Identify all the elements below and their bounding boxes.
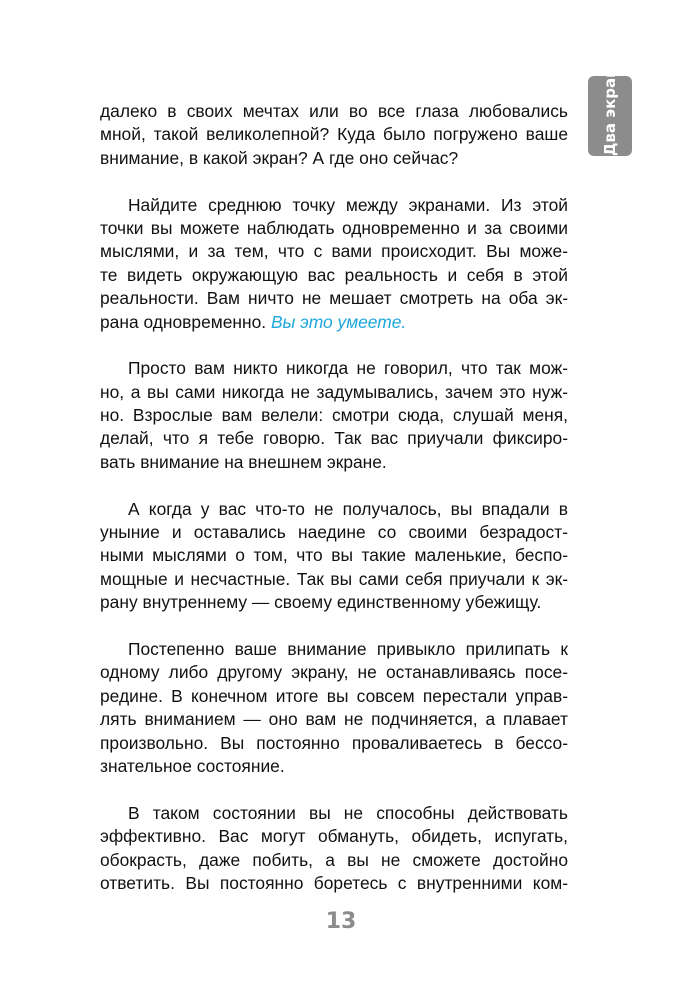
text-line: далеко в своих мечтах или во все глаза любовались <box>100 101 568 121</box>
text-line: уныние и оставались наедине со своими безрадост- <box>100 522 568 543</box>
text-line: вать внимание на внешнем экране. <box>100 451 387 472</box>
text-line: одному либо другому экрану, не останавливаясь посе- <box>100 662 568 683</box>
text-line: мыслями, и за тем, что с вами происходит. Вы може- <box>100 241 568 262</box>
paragraph-1 <box>100 100 568 170</box>
body-text <box>100 100 568 919</box>
text-line: но. Взрослые вам велели: смотри сюда, слушай меня, <box>100 405 568 426</box>
text-line: А когда у вас что-то не получалось, вы впадали в <box>128 498 568 519</box>
text-line: Просто вам никто никогда не говорил, что так мож- <box>128 358 568 379</box>
text-line: точки вы можете наблюдать одновременно и за своими <box>100 217 568 238</box>
paragraph-2 <box>100 194 568 334</box>
text-line: знательное состояние. <box>100 755 285 776</box>
text-line: Постепенно ваше внимание привыкло прилипать к <box>128 638 568 659</box>
text-line: произвольно. Вы постоянно проваливаетесь в бессо- <box>100 732 568 753</box>
paragraph-3 <box>100 357 568 474</box>
text-line: ными мыслями о том, что вы такие маленькие, беспо- <box>100 545 568 566</box>
text-line: рану внутреннему — своему единственному убежищу. <box>100 592 542 613</box>
highlighted-phrase: Вы это умеете. <box>270 311 407 332</box>
text-line: делай, что я тебе говорю. Так вас приучали фиксиро- <box>100 428 568 449</box>
text-line: внимание, в какой экран? А где оно сейчас? <box>100 147 459 168</box>
text-line: В таком состоянии вы не способны действовать <box>128 802 568 823</box>
page-number: 13 <box>325 909 357 934</box>
text-line: ответить. Вы постоянно боретесь с внутренними ком- <box>100 872 568 893</box>
text-line: Найдите среднюю точку между экранами. Из этой <box>128 194 568 215</box>
chapter-side-tab <box>588 57 632 156</box>
text-line: мощные и несчастные. Так вы сами себя приучали к эк- <box>100 568 568 589</box>
text-line: но, а вы сами никогда не задумывались, зачем это нуж- <box>100 381 568 402</box>
paragraph-5 <box>100 638 568 778</box>
text-line: редине. В конечном итоге вы совсем перестали управ- <box>100 685 568 706</box>
text-line: эффективно. Вас могут обмануть, обидеть, испугать, <box>100 826 568 847</box>
chapter-title: Два экрана <box>601 57 619 156</box>
text-line: обокрасть, даже побить, а вы не сможете достойно <box>100 849 568 870</box>
text-segment: рана одновременно. <box>100 311 267 332</box>
text-line: реальности. Вам ничто не мешает смотреть на оба эк- <box>100 288 568 309</box>
text-line: мной, такой великолепной? Куда было погружено ваше <box>100 124 568 145</box>
text-line: те видеть окружающую вас реальность и себя в этой <box>100 264 568 285</box>
text-line-with-highlight <box>100 311 568 334</box>
paragraph-4 <box>100 498 568 615</box>
text-line: лять вниманием — оно вам не подчиняется, а плавает <box>100 709 568 730</box>
paragraph-6 <box>100 802 568 896</box>
